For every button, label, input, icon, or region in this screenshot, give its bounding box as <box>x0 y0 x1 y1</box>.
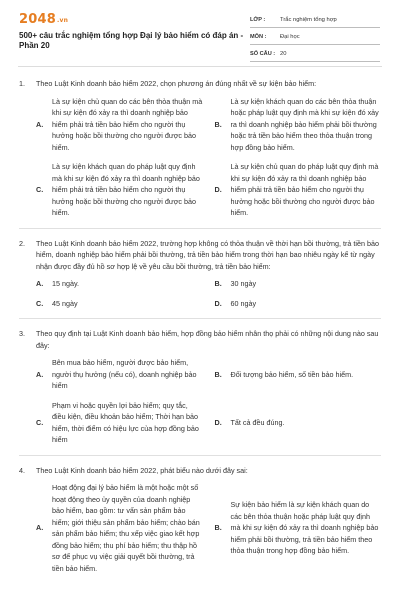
option-text: Bên mua bảo hiểm, người được bảo hiểm, người thụ hưởng (nếu có), doanh nghiệp bảo hiểm <box>52 358 197 390</box>
option-letter: B. <box>214 523 222 533</box>
option-text: Đối tượng bảo hiểm, số tiền bảo hiểm. <box>230 369 354 379</box>
option-b[interactable] <box>215 96 382 154</box>
option-text: Hoạt động đại lý bảo hiểm là một hoặc một số hoạt động theo ủy quyền của doanh nghiệp bảo hiểm, bao gồm: tư vấn sản phẩm bảo hiểm; giới thiệu sản phẩm bảo hiểm; chào bán sản phẩm bảo hiểm; thu xếp việc giao kết hợp đồng bảo hiểm; thu phí bảo hiểm; thu thập hồ sơ để phục vụ việc giải quyết bồi thường, trả tiền bảo hiểm. <box>52 483 200 573</box>
question-header <box>19 238 381 273</box>
question-3 <box>19 328 381 446</box>
header <box>0 0 400 62</box>
answer-options <box>19 357 381 446</box>
question-header <box>19 465 381 477</box>
logo-main: 2048 <box>19 12 56 27</box>
option-letter: B. <box>214 119 222 129</box>
meta-row-class <box>250 13 380 28</box>
question-header <box>19 328 381 351</box>
meta-row-subject <box>250 30 380 45</box>
option-text: Là sự kiện khách quan do pháp luật quy định mà khi sự kiện đó xảy ra thì doanh nghiệp bảo hiểm phải trả tiền bảo hiểm cho người thụ hưởng hoặc bồi thường cho người được bảo hiểm. <box>52 162 200 217</box>
option-letter: B. <box>214 279 222 288</box>
question-separator <box>19 318 381 319</box>
question-separator <box>19 455 381 456</box>
question-text: Theo Luật Kinh doanh bảo hiểm 2022, trường hợp không có thỏa thuận về thời hạn bồi thường, trả tiền bảo hiểm, doanh nghiệp bảo hiểm phải bồi thường, trả tiền bảo hiểm trong thời hạn bao nhiêu ngày kể từ ngày nhận được đầy đủ hồ sơ hợp lệ về yêu cầu bồi thường, trả tiền bảo hiểm: <box>36 238 379 271</box>
question-text: Theo Luật Kinh doanh bảo hiểm 2022, phát biểu nào dưới đây sai: <box>36 465 248 475</box>
meta-label: LỚP : <box>250 17 266 23</box>
document-title: 500+ câu trắc nghiệm tổng hợp Đại lý bảo hiểm có đáp án - Phần 20 <box>19 31 244 50</box>
option-d[interactable] <box>215 400 382 446</box>
option-a[interactable] <box>36 278 203 290</box>
meta-value: Đại học <box>280 34 300 40</box>
logo-suffix: .vn <box>56 17 69 24</box>
question-text: Theo Luật Kinh doanh bảo hiểm 2022, chọn phương án đúng nhất về sự kiện bảo hiểm: <box>36 79 317 88</box>
option-a[interactable] <box>36 357 203 392</box>
question-list <box>19 78 381 574</box>
option-c[interactable] <box>36 161 203 219</box>
option-a[interactable] <box>36 96 203 154</box>
question-1 <box>19 78 381 219</box>
option-text: 15 ngày. <box>52 279 80 288</box>
option-text: Là sự kiện khách quan do các bên thỏa thuận hoặc pháp luật quy định mà khi sự kiện đó xảy ra thì doanh nghiệp bảo hiểm phải bồi thường hoặc trả tiền bảo hiểm theo thỏa thuận trong hợp đồng bảo hiểm. <box>230 96 379 152</box>
option-a[interactable] <box>36 482 203 574</box>
meta-value: 20 <box>280 51 287 57</box>
meta-label: SỐ CÂU : <box>250 51 276 57</box>
answer-options <box>19 278 381 309</box>
answer-options <box>19 482 381 574</box>
option-letter: D. <box>214 298 222 308</box>
option-text: 45 ngày <box>52 298 78 308</box>
answer-options <box>19 96 381 219</box>
meta-label: MÔN : <box>250 34 267 40</box>
option-letter: A. <box>36 523 44 533</box>
question-4 <box>19 465 381 575</box>
option-letter: A. <box>36 119 44 129</box>
option-text: Sự kiện bảo hiểm là sự kiện khách quan do các bên thỏa thuận hoặc pháp luật quy định mà khi sự kiện đó xảy ra thì doanh nghiệp bảo hiểm phải bồi thường, trả tiền bảo hiểm theo thỏa thuận trong hợp đồng bảo hiểm. <box>230 500 379 556</box>
question-number: 4. <box>19 465 25 475</box>
option-letter: D. <box>214 417 222 427</box>
meta-row-question-count <box>250 47 380 62</box>
option-text: 60 ngày <box>230 298 257 308</box>
meta-info <box>250 13 380 64</box>
option-letter: C. <box>36 185 44 194</box>
option-b[interactable] <box>215 357 382 392</box>
option-text: Là sự kiện chủ quan do các bên thỏa thuận mà khi sự kiện đó xảy ra thì doanh nghiệp bảo hiểm phải trả tiền bảo hiểm cho người thụ hưởng hoặc bồi thường cho người được bảo hiểm. <box>52 96 203 152</box>
question-number: 2. <box>19 238 25 248</box>
option-d[interactable] <box>215 161 382 219</box>
option-letter: C. <box>36 417 44 427</box>
site-logo[interactable] <box>19 12 68 27</box>
option-letter: B. <box>214 369 222 379</box>
option-b[interactable] <box>215 278 382 290</box>
option-b[interactable] <box>215 482 382 574</box>
option-text: Là sự kiện chủ quan do pháp luật quy định mà khi sự kiện đó xảy ra thì doanh nghiệp bảo hiểm phải trả tiền bảo hiểm cho người thụ hưởng hoặc bồi thường cho người được bảo hiểm. <box>230 162 379 217</box>
option-text: 30 ngày <box>230 279 257 288</box>
option-c[interactable] <box>36 400 203 446</box>
meta-value: Trắc nghiệm tổng hợp <box>280 17 337 23</box>
question-separator <box>19 228 381 229</box>
option-c[interactable] <box>36 298 203 310</box>
question-2 <box>19 238 381 310</box>
option-text: Phạm vi hoặc quyền lợi bảo hiểm; quy tắc, điều kiện, điều khoản bảo hiểm; Thời hạn bảo hiểm, thời điểm có hiệu lực của hợp đồng bảo hiểm <box>52 400 199 444</box>
question-text: Theo quy định tại Luật Kinh doanh bảo hiểm, hợp đồng bảo hiểm nhân thọ phải có những nội dung nào sau đây: <box>36 329 379 350</box>
option-d[interactable] <box>215 298 382 310</box>
question-number: 1. <box>19 79 25 88</box>
header-divider <box>18 66 382 67</box>
option-text: Tất cả đều đúng. <box>230 417 285 427</box>
question-number: 3. <box>19 329 25 338</box>
option-letter: C. <box>36 298 44 308</box>
option-letter: A. <box>36 369 44 379</box>
option-letter: A. <box>36 279 44 288</box>
option-letter: D. <box>214 185 222 194</box>
question-header <box>19 78 381 90</box>
